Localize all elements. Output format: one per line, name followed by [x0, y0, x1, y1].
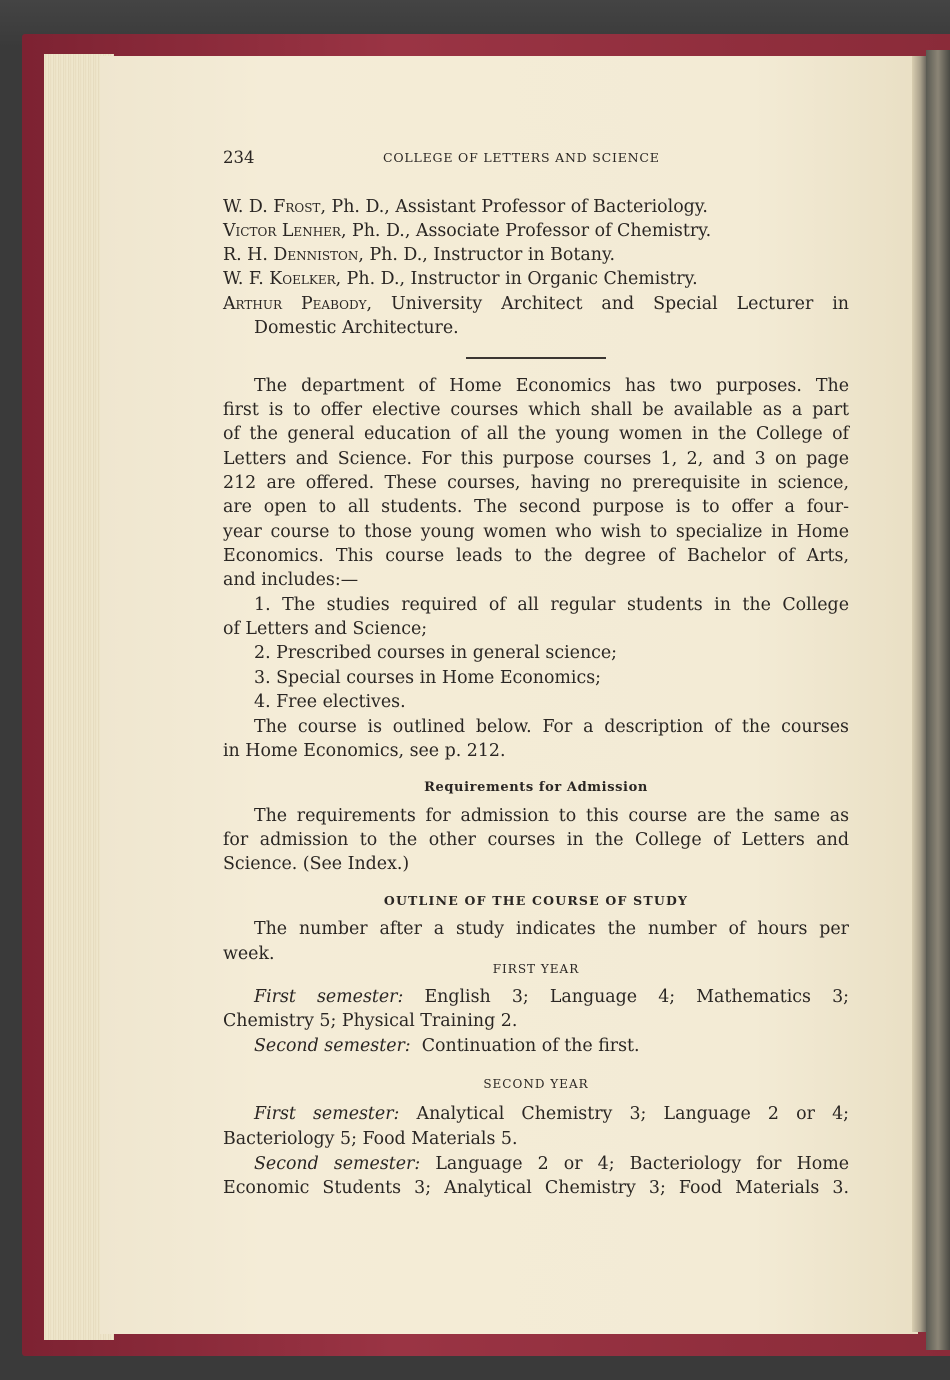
paragraph-line: Letters and Science. For this purpose courses 1, 2, and 3 on page: [223, 449, 849, 469]
list-item: 4. Free electives.: [254, 692, 406, 712]
paragraph-line: for admission to the other courses in the College of Letters and: [223, 830, 849, 850]
paragraph-line: The requirements for admission to this course are the same as: [254, 806, 849, 826]
semester-entry-continuation: Economic Students 3; Analytical Chemistry 3; Food Materials 3.: [223, 1178, 849, 1198]
paragraph-line: week.: [223, 944, 275, 964]
outline-heading: OUTLINE OF THE COURSE OF STUDY: [383, 893, 689, 908]
list-item-continuation: of Letters and Science;: [223, 619, 428, 639]
list-item: 1. The studies required of all regular students in the College: [254, 595, 849, 615]
paragraph-line: The number after a study indicates the number of hours per: [254, 919, 849, 939]
running-title: COLLEGE OF LETTERS AND SCIENCE: [383, 150, 660, 165]
paragraph-line: 212 are offered. These courses, having no prerequisite in science,: [223, 473, 849, 493]
faculty-entry: Arthur Peabody, University Architect and Special Lecturer in: [223, 294, 850, 314]
semester-entry: Second semester: Continuation of the first.: [254, 1036, 640, 1056]
semester-entry: First semester: English 3; Language 4; Mathematics 3;: [254, 987, 849, 1007]
paragraph-line: The department of Home Economics has two purposes. The: [254, 376, 849, 396]
semester-entry: First semester: Analytical Chemistry 3; Language 2 or 4;: [254, 1104, 850, 1124]
semester-entry: Second semester: Language 2 or 4; Bacteriology for Home: [254, 1154, 849, 1174]
paragraph-line: first is to offer elective courses which shall be available as a part: [223, 400, 849, 420]
paragraph-line: in Home Economics, see p. 212.: [223, 741, 506, 761]
second-year-heading: SECOND YEAR: [483, 1077, 589, 1091]
paragraph-line: of the general education of all the young women in the College of: [223, 424, 849, 444]
semester-entry-continuation: Bacteriology 5; Food Materials 5.: [223, 1129, 518, 1149]
list-item: 2. Prescribed courses in general science;: [254, 643, 618, 663]
book-spine: [926, 50, 950, 1350]
requirements-heading: Requirements for Admission: [424, 780, 648, 795]
paragraph-line: Economics. This course leads to the degree of Bachelor of Arts,: [223, 546, 849, 566]
paragraph-line: The course is outlined below. For a description of the courses: [254, 717, 849, 737]
paragraph-line: are open to all students. The second purpose is to offer a four-: [223, 497, 849, 517]
semester-entry-continuation: Chemistry 5; Physical Training 2.: [223, 1011, 518, 1031]
faculty-entry: W. F. Koelker, Ph. D., Instructor in Organic Chemistry.: [223, 269, 698, 289]
paragraph-line: Science. (See Index.): [223, 854, 410, 874]
paragraph-line: year course to those young women who wish to specialize in Home: [223, 522, 849, 542]
faculty-entry: R. H. Denniston, Ph. D., Instructor in Botany.: [223, 245, 615, 265]
page-number: 234: [223, 148, 255, 167]
first-year-heading: FIRST YEAR: [492, 962, 580, 976]
paragraph-line: and includes:—: [223, 570, 359, 590]
faculty-entry: W. D. Frost, Ph. D., Assistant Professor of Bacteriology.: [223, 197, 708, 217]
faculty-entry-continuation: Domestic Architecture.: [254, 318, 459, 338]
page-gutter: [912, 56, 926, 1332]
section-rule: [466, 357, 606, 359]
list-item: 3. Special courses in Home Economics;: [254, 668, 601, 688]
faculty-entry: Victor Lenher, Ph. D., Associate Professor of Chemistry.: [223, 221, 712, 241]
